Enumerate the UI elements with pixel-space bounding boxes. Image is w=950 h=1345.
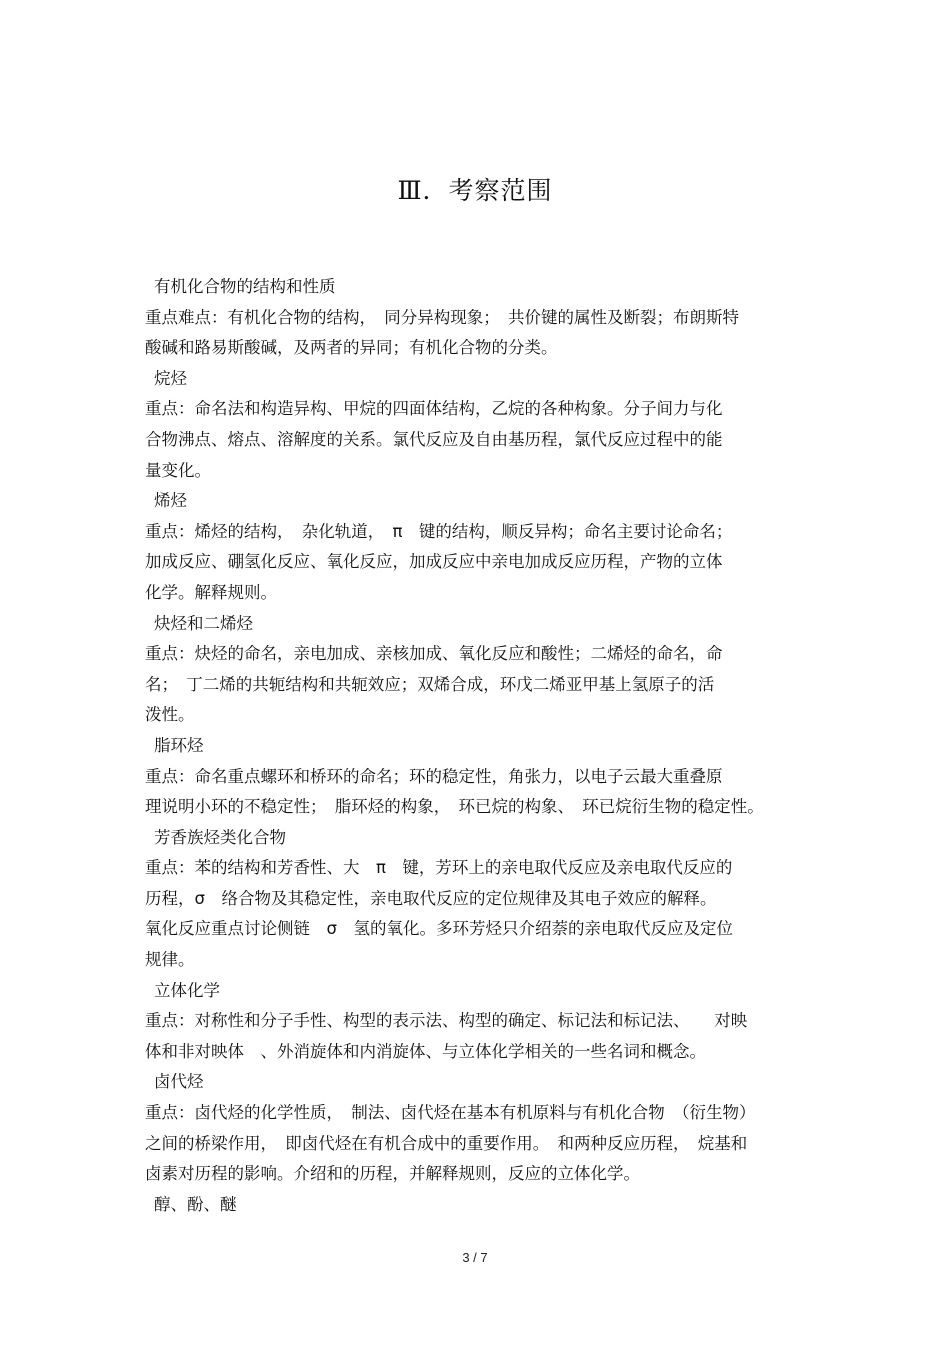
body-line: 历程，σ 络合物及其稳定性，亲电取代反应的定位规律及其电子效应的解释。 [145,888,717,908]
body-line: 重点：命名重点螺环和桥环的命名；环的稳定性，角张力，以电子云最大重叠原 [145,766,723,786]
body-line: 重点：命名法和构造异构、甲烷的四面体结构，乙烷的各种构象。分子间力与化 [145,399,723,419]
body-line: 体和非对映体 、外消旋体和内消旋体、与立体化学相关的一些名词和概念。 [145,1041,706,1061]
section-content [145,272,825,1220]
body-line: 卤素对历程的影响。介绍和的历程，并解释规则，反应的立体化学。 [145,1164,640,1184]
body-line: 重点：苯的结构和芳香性、大 π 键，芳环上的亲电取代反应及亲电取代反应的 [145,858,733,878]
body-line: 重点难点：有机化合物的结构， 同分异构现象； 共价键的属性及断裂；布朗斯特 [145,307,739,327]
topic-heading: 烯烃 [154,491,187,511]
topic-heading: 立体化学 [154,980,220,1000]
topic-heading: 脂环烃 [154,735,204,755]
body-line: 酸碱和路易斯酸碱，及两者的异同；有机化合物的分类。 [145,338,558,358]
body-line: 重点：卤代烃的化学性质， 制法、卤代烃在基本有机原料与有机化合物 （衍生物） [145,1103,756,1123]
topic-heading: 卤代烃 [154,1072,204,1092]
body-line: 加成反应、硼氢化反应、氧化反应，加成反应中亲电加成反应历程，产物的立体 [145,552,723,572]
body-line: 化学。解释规则。 [145,582,277,602]
topic-heading: 有机化合物的结构和性质 [154,277,336,296]
body-line: 重点：炔烃的命名，亲电加成、亲核加成、氧化反应和酸性；二烯烃的命名，命 [145,644,723,664]
body-line: 重点：对称性和分子手性、构型的表示法、构型的确定、标记法和标记法、 对映 [145,1011,748,1031]
body-line: 氧化反应重点讨论侧链 σ 氢的氧化。多环芳烃只介绍萘的亲电取代反应及定位 [145,919,733,939]
topic-heading: 芳香族烃类化合物 [154,827,286,847]
topic-heading: 炔烃和二烯烃 [154,613,253,633]
topic-heading: 烷烃 [154,368,187,388]
body-line: 规律。 [145,950,195,970]
body-line: 重点：烯烃的结构， 杂化轨道， π 键的结构，顺反异构；命名主要讨论命名； [145,521,733,541]
body-line: 泼性。 [145,705,195,725]
body-line: 量变化。 [145,460,211,480]
page-number: 3 / 7 [462,1250,488,1265]
section-title: Ⅲ．考察范围 [397,176,553,205]
topic-heading: 醇、酚、醚 [154,1194,237,1214]
body-line: 理说明小环的不稳定性； 脂环烃的构象， 环已烷的构象、 环已烷衍生物的稳定性。 [145,797,764,817]
body-line: 名； 丁二烯的共轭结构和共轭效应；双烯合成，环戊二烯亚甲基上氢原子的活 [145,674,715,694]
body-line: 合物沸点、熔点、溶解度的关系。氯代反应及自由基历程，氯代反应过程中的能 [145,429,723,449]
body-line: 之间的桥梁作用， 即卤代烃在有机合成中的重要作用。 和两种反应历程， 烷基和 [145,1133,748,1153]
